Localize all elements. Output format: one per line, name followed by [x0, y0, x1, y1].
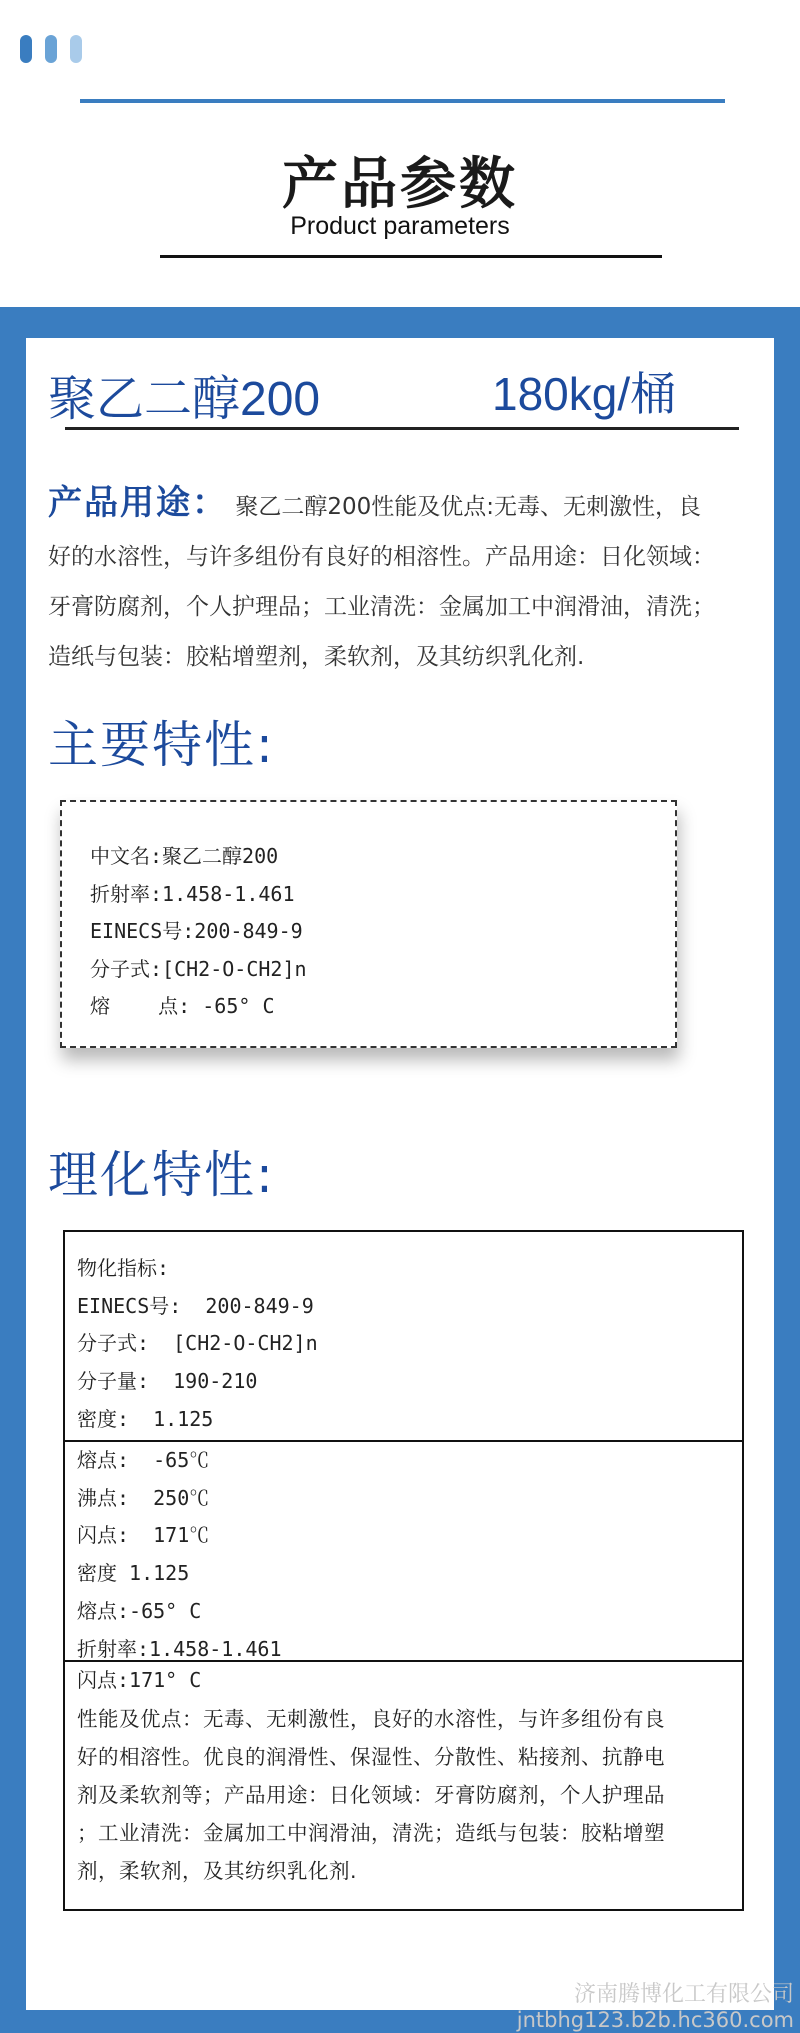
table-row: 密度 1.125 [77, 1561, 190, 1586]
description-line: ；工业清洗：金属加工中润滑油，清洗；造纸与包装：胶粘增塑 [77, 1820, 665, 1845]
physchem-table [63, 1230, 744, 1911]
page-title: 产品参数 [282, 152, 518, 217]
usage-line: 牙膏防腐剂，个人护理品；工业清洗：金属加工中润滑油，清洗； [48, 594, 715, 620]
usage-line: 造纸与包装：胶粘增塑剂，柔软剂，及其纺织乳化剂. [48, 644, 585, 670]
table-row: 折射率:1.458-1.461 [77, 1636, 282, 1661]
spec-item: 分子式:[CH2-O-CH2]n [90, 956, 307, 981]
watermark-url: jntbhg123.b2b.hc360.com [516, 2008, 794, 2032]
description-line: 剂，柔软剂，及其纺织乳化剂. [77, 1858, 358, 1883]
table-row: 闪点:171° C [77, 1668, 202, 1692]
table-row: 密度: 1.125 [77, 1406, 214, 1431]
table-row: 闪点: 171℃ [77, 1523, 210, 1548]
spec-item: 折射率:1.458-1.461 [90, 881, 295, 906]
table-row: 沸点: 250℃ [77, 1485, 210, 1510]
main-features-box [60, 800, 677, 1048]
usage-text: 聚乙二醇200性能及优点:无毒、无刺激性，良 [235, 494, 701, 520]
table-row: 分子量: 190-210 [77, 1369, 258, 1394]
table-row: EINECS号: 200-849-9 [77, 1293, 314, 1318]
product-price: 180kg/桶 [492, 368, 677, 420]
spec-item: 中文名:聚乙二醇200 [90, 844, 279, 868]
product-divider [65, 427, 739, 430]
spec-item: 熔 点: -65° C [90, 994, 275, 1018]
product-name: 聚乙二醇200 [48, 373, 321, 426]
description-line: 剂及柔软剂等；产品用途：日化领域：牙膏防腐剂，个人护理品 [77, 1782, 665, 1807]
usage-section [48, 478, 768, 682]
table-cell [65, 1442, 742, 1662]
usage-label: 产品用途： [48, 483, 228, 523]
main-features-heading: 主要特性: [48, 716, 275, 774]
usage-line: 好的水溶性，与许多组份有良好的相溶性。产品用途：日化领域： [48, 544, 715, 570]
usage-line [48, 478, 768, 532]
physchem-heading: 理化特性: [48, 1146, 275, 1204]
page-subtitle: Product parameters [290, 212, 510, 240]
top-divider [80, 99, 725, 103]
table-row: 分子式: [CH2-O-CH2]n [77, 1331, 318, 1356]
title-divider [160, 255, 662, 258]
decorative-dots [20, 35, 82, 63]
table-row: 熔点:-65° C [77, 1598, 202, 1623]
table-row: 物化指标: [77, 1256, 170, 1280]
watermark [517, 1982, 794, 2032]
table-row: 熔点: -65℃ [77, 1448, 210, 1472]
dot-icon [20, 35, 32, 63]
table-cell [65, 1232, 742, 1442]
spec-item: EINECS号:200-849-9 [90, 919, 303, 943]
dot-icon [45, 35, 57, 63]
table-cell [65, 1662, 742, 1909]
description-line: 好的相溶性。优良的润滑性、保湿性、分散性、粘接剂、抗静电 [77, 1744, 665, 1769]
dot-icon [70, 35, 82, 63]
description-line: 性能及优点：无毒、无刺激性，良好的水溶性，与许多组份有良 [77, 1706, 665, 1731]
watermark-company: 济南腾博化工有限公司 [573, 1982, 794, 2007]
